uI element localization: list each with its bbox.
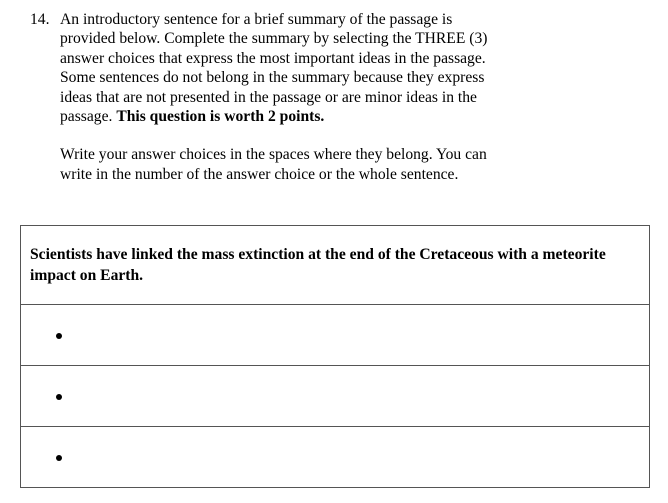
points-note: This question is worth 2 points. [116, 108, 325, 126]
bullet-icon [56, 455, 62, 461]
answer-row [21, 427, 650, 488]
summary-table [20, 225, 650, 488]
bullet-icon [56, 333, 62, 339]
question-line: Some sentences do not belong in the summary because they express [60, 69, 485, 87]
question-line-start: passage. [60, 108, 113, 126]
intro-cell [21, 226, 650, 305]
question-line: provided below. Complete the summary by selecting the THREE (3) [60, 30, 488, 48]
answer-slot-1[interactable] [21, 305, 650, 366]
bullet-icon [56, 394, 62, 400]
answer-row [21, 305, 650, 366]
answer-row [21, 366, 650, 427]
question-number: 14. [30, 11, 50, 28]
question-line-last [60, 107, 550, 126]
instruction-line: write in the number of the answer choice or the whole sentence. [60, 165, 459, 183]
instruction-line: Write your answer choices in the spaces where they belong. You can [60, 146, 487, 164]
answer-slot-2[interactable] [21, 366, 650, 427]
question-line: answer choices that express the most important ideas in the passage. [60, 49, 486, 67]
intro-row [21, 226, 650, 305]
intro-sentence: Scientists have linked the mass extinction at the end of the Cretaceous with a meteorite impact on Earth. [30, 246, 606, 284]
question-line: An introductory sentence for a brief summary of the passage is [60, 11, 453, 28]
instruction-paragraph [60, 145, 550, 184]
question-line: ideas that are not presented in the passage or are minor ideas in the [60, 88, 477, 106]
question-text [60, 10, 550, 184]
question-block [30, 10, 550, 184]
answer-slot-3[interactable] [21, 427, 650, 488]
